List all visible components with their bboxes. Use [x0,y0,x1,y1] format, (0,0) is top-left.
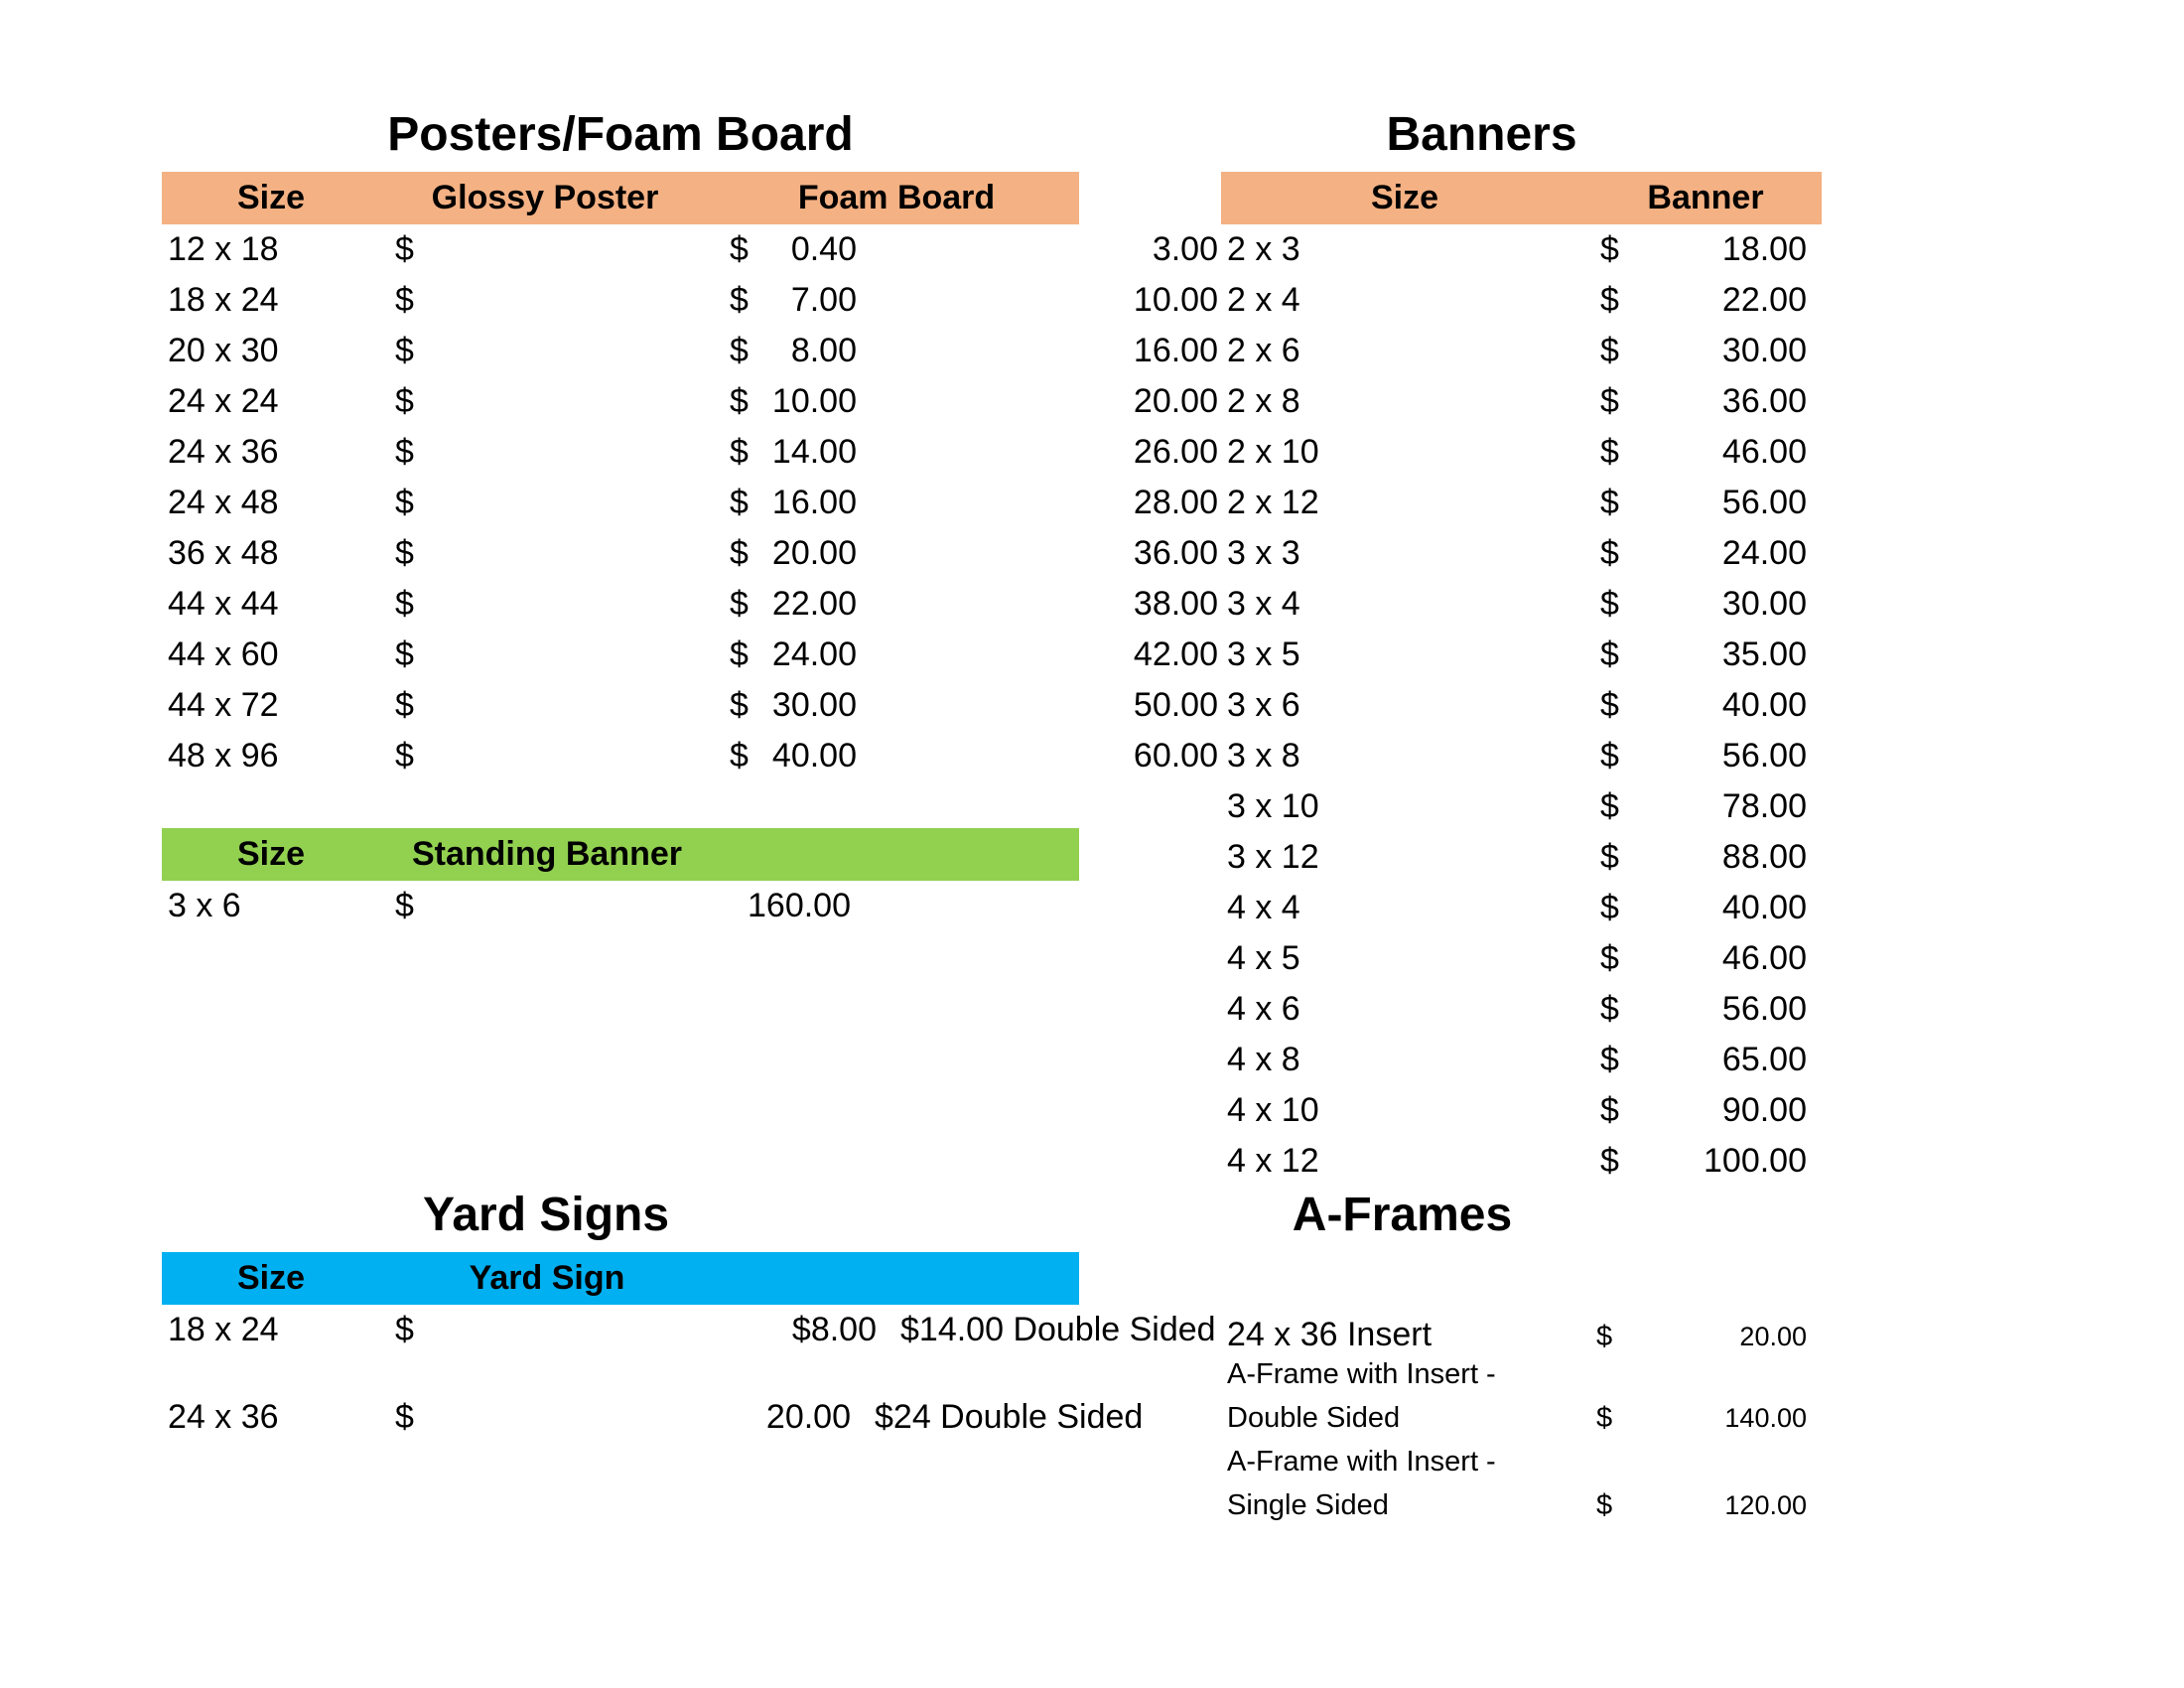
size-cell: 2 x 3 [1227,230,1300,268]
table-row [1221,781,1822,832]
size-cell: 3 x 10 [1227,787,1319,825]
glossy-price: 8.00 [790,332,857,369]
banner-price: 30.00 [1721,332,1807,369]
currency-symbol: $ [1600,281,1619,319]
size-cell: 3 x 6 [1227,686,1300,724]
size-cell: 44 x 44 [168,585,279,623]
currency-symbol: $ [730,382,749,420]
table-row [1221,832,1822,883]
currency-symbol: $ [1600,585,1619,623]
size-cell: 3 x 12 [1227,838,1319,876]
currency-symbol: $ [1600,433,1619,471]
table-row [162,478,1218,528]
table-row [162,630,1218,680]
posters-header [162,172,1079,224]
size-cell: 3 x 3 [1227,534,1300,572]
banner-price: 35.00 [1721,635,1807,673]
size-cell: 48 x 96 [168,737,279,774]
foam-price: 28.00 [1133,484,1218,521]
size-cell: 2 x 12 [1227,484,1319,521]
glossy-price: 30.00 [771,686,857,724]
table-row [1221,478,1822,528]
currency-symbol: $ [395,281,414,319]
currency-symbol: $ [730,484,749,521]
banner-price: 90.00 [1721,1091,1807,1129]
banners-header-banner: Banner [1647,179,1764,216]
size-cell: 12 x 18 [168,230,279,268]
currency-symbol: $ [1600,534,1619,572]
table-row [162,680,1218,731]
banner-price: 88.00 [1721,838,1807,876]
currency-symbol: $ [1600,889,1619,926]
currency-symbol: $ [730,686,749,724]
aframe-price: 20.00 [1739,1322,1807,1351]
yard-signs-header [162,1252,1079,1305]
aframe-label: Double Sided [1227,1402,1401,1434]
currency-symbol: $ [395,1398,414,1436]
size-cell: 2 x 10 [1227,433,1319,471]
size-cell: 44 x 60 [168,635,279,673]
foam-price: 50.00 [1133,686,1218,724]
yard-note: $24 Double Sided [875,1398,1144,1436]
table-row [1221,731,1822,781]
foam-price: 20.00 [1133,382,1218,420]
foam-price: 60.00 [1133,737,1218,774]
posters-header-size: Size [236,179,306,216]
foam-price: 42.00 [1133,635,1218,673]
size-cell: 18 x 24 [168,281,279,319]
table-row [1221,427,1822,478]
table-row [1221,376,1822,427]
currency-symbol: $ [1600,230,1619,268]
currency-symbol: $ [1600,1041,1619,1078]
currency-symbol: $ [1600,737,1619,774]
currency-symbol: $ [395,332,414,369]
currency-symbol: $ [1600,787,1619,825]
size-cell: 2 x 6 [1227,332,1300,369]
size-cell: 18 x 24 [168,1311,279,1348]
currency-symbol: $ [730,230,749,268]
table-row [162,326,1218,376]
table-row [162,376,1218,427]
banner-price: 46.00 [1721,433,1807,471]
banners-title: Banners [1386,108,1577,161]
size-cell: 4 x 10 [1227,1091,1319,1129]
table-row [1221,275,1822,326]
currency-symbol: $ [395,230,414,268]
currency-symbol: $ [1600,838,1619,876]
table-row [162,881,1079,931]
glossy-price: 22.00 [771,585,857,623]
size-cell: 24 x 36 [168,1398,279,1436]
size-cell: 2 x 8 [1227,382,1300,420]
table-row [1221,680,1822,731]
table-row [1221,1085,1822,1136]
currency-symbol: $ [395,484,414,521]
table-row [162,275,1218,326]
size-cell: 3 x 4 [1227,585,1300,623]
glossy-price: 10.00 [771,382,857,420]
currency-symbol: $ [1600,332,1619,369]
table-row [1221,933,1822,984]
currency-symbol: $ [730,332,749,369]
currency-symbol: $ [395,1311,414,1348]
size-cell: 3 x 8 [1227,737,1300,774]
size-cell: 3 x 6 [168,887,241,924]
banner-price: 100.00 [1704,1142,1807,1180]
standing-banner-header [162,828,1079,881]
currency-symbol: $ [1600,1091,1619,1129]
currency-symbol: $ [395,382,414,420]
posters-header-foam: Foam Board [797,179,996,216]
currency-symbol: $ [730,737,749,774]
table-row [1221,883,1822,933]
banner-price: 40.00 [1721,686,1807,724]
banner-price: 78.00 [1721,787,1807,825]
size-cell: 24 x 36 [168,433,279,471]
table-row [162,1392,1144,1443]
currency-symbol: $ [395,635,414,673]
aframes-title: A-Frames [1292,1189,1513,1241]
currency-symbol: $ [395,433,414,471]
table-row [1221,1035,1822,1085]
size-cell: 4 x 5 [1227,939,1300,977]
currency-symbol: $ [395,534,414,572]
table-row [162,579,1218,630]
size-cell: 4 x 6 [1227,990,1300,1028]
aframe-label: A-Frame with Insert - [1227,1446,1496,1477]
banner-price: 18.00 [1721,230,1807,268]
banners-header-size: Size [1370,179,1439,216]
size-cell: 4 x 12 [1227,1142,1319,1180]
currency-symbol: $ [1596,1489,1613,1521]
standing-header-size: Size [236,835,306,873]
glossy-price: 16.00 [771,484,857,521]
currency-symbol: $ [1600,686,1619,724]
foam-price: 10.00 [1133,281,1218,319]
banners-header [1221,172,1822,224]
size-cell: 24 x 48 [168,484,279,521]
yard-note: $14.00 Double Sided [900,1311,1216,1348]
table-row [162,731,1218,781]
table-row [162,1305,1216,1355]
table-row [162,224,1218,275]
currency-symbol: $ [1600,1142,1619,1180]
currency-symbol: $ [730,635,749,673]
banner-price: 24.00 [1721,534,1807,572]
currency-symbol: $ [395,585,414,623]
banner-price: 56.00 [1721,737,1807,774]
table-row [1221,1136,1822,1187]
glossy-price: 7.00 [790,281,857,319]
table-row [1221,579,1822,630]
aframe-label: A-Frame with Insert - [1227,1358,1496,1390]
foam-price: 38.00 [1133,585,1218,623]
yard-header-size: Size [236,1259,306,1297]
foam-price: 26.00 [1133,433,1218,471]
banner-price: 65.00 [1721,1041,1807,1078]
aframe-price: 120.00 [1724,1490,1807,1520]
size-cell: 36 x 48 [168,534,279,572]
yard-price: 20.00 [765,1398,851,1436]
banner-price: 36.00 [1721,382,1807,420]
banner-price: 56.00 [1721,990,1807,1028]
banner-price: 40.00 [1721,889,1807,926]
yard-header-sign: Yard Sign [469,1259,625,1297]
size-cell: 24 x 24 [168,382,279,420]
size-cell: 20 x 30 [168,332,279,369]
size-cell: 44 x 72 [168,686,279,724]
glossy-price: 24.00 [771,635,857,673]
banner-price: 46.00 [1721,939,1807,977]
aframe-label: Single Sided [1227,1489,1389,1521]
size-cell: 2 x 4 [1227,281,1300,319]
currency-symbol: $ [395,686,414,724]
table-row [1221,630,1822,680]
size-cell: 3 x 5 [1227,635,1300,673]
table-row [162,528,1218,579]
banner-price: 22.00 [1721,281,1807,319]
aframe-label: 24 x 36 Insert [1227,1316,1433,1353]
standing-header-banner: Standing Banner [411,835,683,873]
currency-symbol: $ [395,887,414,924]
size-cell: 4 x 8 [1227,1041,1300,1078]
foam-price: 16.00 [1133,332,1218,369]
size-cell: 4 x 4 [1227,889,1300,926]
currency-symbol: $ [730,281,749,319]
currency-symbol: $ [730,585,749,623]
banner-price: 30.00 [1721,585,1807,623]
posters-title: Posters/Foam Board [387,108,854,161]
banner-price: 56.00 [1721,484,1807,521]
currency-symbol: $ [1596,1321,1613,1352]
currency-symbol: $ [1600,484,1619,521]
table-row [162,427,1218,478]
glossy-price: 14.00 [771,433,857,471]
posters-header-glossy: Glossy Poster [431,179,659,216]
currency-symbol: $ [1600,990,1619,1028]
table-row [1221,224,1822,275]
currency-symbol: $ [1600,635,1619,673]
standing-price: 160.00 [748,887,851,924]
yard-signs-title: Yard Signs [422,1189,670,1241]
glossy-price: 0.40 [790,230,857,268]
foam-price: 3.00 [1152,230,1218,268]
currency-symbol: $ [730,433,749,471]
table-row [1221,984,1822,1035]
currency-symbol: $ [1596,1402,1613,1434]
currency-symbol: $ [1600,382,1619,420]
aframe-price: 140.00 [1724,1403,1807,1433]
foam-price: 36.00 [1133,534,1218,572]
yard-price: $8.00 [791,1311,877,1348]
currency-symbol: $ [1600,939,1619,977]
currency-symbol: $ [395,737,414,774]
currency-symbol: $ [730,534,749,572]
table-row [1221,528,1822,579]
table-row [1221,326,1822,376]
glossy-price: 40.00 [771,737,857,774]
glossy-price: 20.00 [771,534,857,572]
